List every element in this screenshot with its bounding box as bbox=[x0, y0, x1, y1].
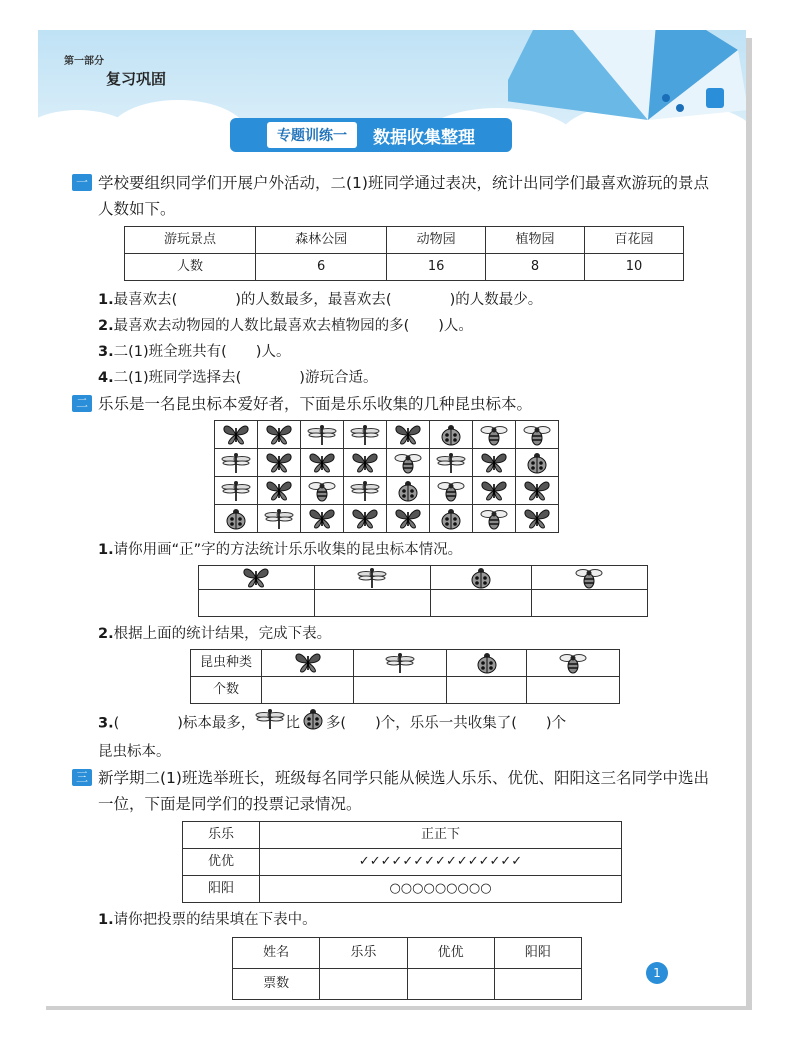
tally-table bbox=[198, 565, 648, 617]
bee-icon bbox=[527, 650, 620, 677]
butterfly-icon bbox=[258, 421, 301, 449]
insect-count-table bbox=[190, 649, 620, 704]
bee-icon bbox=[473, 505, 516, 533]
butterfly-icon bbox=[344, 505, 387, 533]
butterfly-icon bbox=[258, 477, 301, 505]
umbrella-icon bbox=[508, 30, 746, 140]
vote-result-table bbox=[232, 937, 582, 1000]
table-cell: 16 bbox=[387, 254, 486, 281]
butterfly-icon bbox=[215, 421, 258, 449]
candidate-name: 乐乐 bbox=[183, 822, 260, 849]
sub-question: 1.请你把投票的结果填在下表中。 bbox=[98, 912, 317, 928]
vote-record: ✓✓✓✓✓✓✓✓✓✓✓✓✓✓✓ bbox=[260, 849, 622, 876]
vote-record: 正正下 bbox=[260, 822, 622, 849]
sub-question: 2.最喜欢去动物园的人数比最喜欢去植物园的多( )人。 bbox=[98, 318, 473, 334]
dragonfly-icon bbox=[344, 477, 387, 505]
ladybug-icon bbox=[300, 708, 326, 739]
question-text: 学校要组织同学们开展户外活动，二(1)班同学通过表决，统计出同学们最喜欢游玩的景点人数如下。 bbox=[98, 174, 709, 218]
bee-icon bbox=[531, 566, 647, 590]
ladybug-icon bbox=[430, 566, 531, 590]
butterfly-icon bbox=[301, 449, 344, 477]
butterfly-icon bbox=[516, 477, 559, 505]
table-header: 游玩景点 bbox=[125, 227, 256, 254]
header-band bbox=[38, 30, 746, 148]
row-label: 昆虫种类 bbox=[191, 650, 262, 677]
topic-tag: 专题训练一 bbox=[267, 122, 357, 148]
table-header: 植物园 bbox=[486, 227, 585, 254]
question-text: 乐乐是一名昆虫标本爱好者，下面是乐乐收集的几种昆虫标本。 bbox=[98, 395, 533, 413]
ladybug-icon bbox=[516, 449, 559, 477]
dragonfly-icon bbox=[430, 449, 473, 477]
table-header: 动物园 bbox=[387, 227, 486, 254]
row-label: 人数 bbox=[125, 254, 256, 281]
candidate-name: 阳阳 bbox=[183, 876, 260, 903]
bee-icon bbox=[473, 421, 516, 449]
dragonfly-icon bbox=[354, 650, 446, 677]
butterfly-icon bbox=[473, 477, 516, 505]
attraction-table bbox=[124, 226, 684, 281]
topic-title: 数据收集整理 bbox=[373, 127, 475, 148]
sub-question: 4.二(1)班同学选择去( )游玩合适。 bbox=[98, 370, 378, 386]
page-number: 1 bbox=[646, 962, 668, 984]
bee-icon bbox=[430, 477, 473, 505]
sub-question: 3.二(1)班全班共有( )人。 bbox=[98, 344, 291, 360]
butterfly-icon bbox=[387, 421, 430, 449]
table-cell: 10 bbox=[585, 254, 684, 281]
dragonfly-icon bbox=[255, 708, 285, 739]
dragonfly-icon bbox=[215, 477, 258, 505]
row-label: 票数 bbox=[233, 969, 320, 1000]
bee-icon bbox=[387, 449, 430, 477]
table-cell: 6 bbox=[256, 254, 387, 281]
butterfly-icon bbox=[344, 449, 387, 477]
part-label: 第一部分 bbox=[64, 56, 104, 67]
sub-question: 3.( )标本最多， 比 多( )个，乐乐一共收集了( )个 bbox=[98, 708, 722, 739]
sub-question: 1.请你用画“正”字的方法统计乐乐收集的昆虫标本情况。 bbox=[98, 542, 463, 558]
ladybug-icon bbox=[215, 505, 258, 533]
row-label: 个数 bbox=[191, 677, 262, 704]
table-header: 姓名 bbox=[233, 938, 320, 969]
ladybug-icon bbox=[430, 421, 473, 449]
sub-question: 昆虫标本。 bbox=[98, 744, 171, 760]
ladybug-icon bbox=[430, 505, 473, 533]
sub-question: 1.最喜欢去( )的人数最多，最喜欢去( )的人数最少。 bbox=[98, 292, 543, 308]
butterfly-icon bbox=[199, 566, 315, 590]
sub-question: 2.根据上面的统计结果，完成下表。 bbox=[98, 626, 332, 642]
dragonfly-icon bbox=[258, 505, 301, 533]
butterfly-icon bbox=[387, 505, 430, 533]
dragonfly-icon bbox=[301, 421, 344, 449]
review-label: 复习巩固 bbox=[106, 70, 167, 88]
table-header: 阳阳 bbox=[494, 938, 581, 969]
bee-icon bbox=[301, 477, 344, 505]
ladybug-icon bbox=[387, 477, 430, 505]
table-header: 优优 bbox=[407, 938, 494, 969]
question-number: 一 bbox=[72, 174, 92, 191]
table-header: 森林公园 bbox=[256, 227, 387, 254]
question-1 bbox=[72, 170, 722, 222]
workbook-page bbox=[38, 30, 746, 1006]
butterfly-icon bbox=[258, 449, 301, 477]
table-header: 百花园 bbox=[585, 227, 684, 254]
dragonfly-icon bbox=[344, 421, 387, 449]
butterfly-icon bbox=[262, 650, 354, 677]
question-number: 三 bbox=[72, 769, 92, 786]
insect-grid bbox=[214, 420, 559, 533]
candidate-name: 优优 bbox=[183, 849, 260, 876]
table-cell: 8 bbox=[486, 254, 585, 281]
question-text: 新学期二(1)班选举班长，班级每名同学只能从候选人乐乐、优优、阳阳这三名同学中选出一位，下面是同学们的投票记录情况。 bbox=[98, 769, 709, 813]
content bbox=[72, 170, 722, 1000]
topic-title-bar bbox=[230, 118, 512, 152]
vote-record-table bbox=[182, 821, 622, 903]
question-number: 二 bbox=[72, 395, 92, 412]
dragonfly-icon bbox=[215, 449, 258, 477]
butterfly-icon bbox=[473, 449, 516, 477]
table-header: 乐乐 bbox=[320, 938, 407, 969]
bee-icon bbox=[516, 421, 559, 449]
butterfly-icon bbox=[516, 505, 559, 533]
butterfly-icon bbox=[301, 505, 344, 533]
question-2 bbox=[72, 391, 722, 417]
question-3 bbox=[72, 765, 722, 817]
ladybug-icon bbox=[446, 650, 527, 677]
dragonfly-icon bbox=[314, 566, 430, 590]
vote-record: ○○○○○○○○○ bbox=[260, 876, 622, 903]
